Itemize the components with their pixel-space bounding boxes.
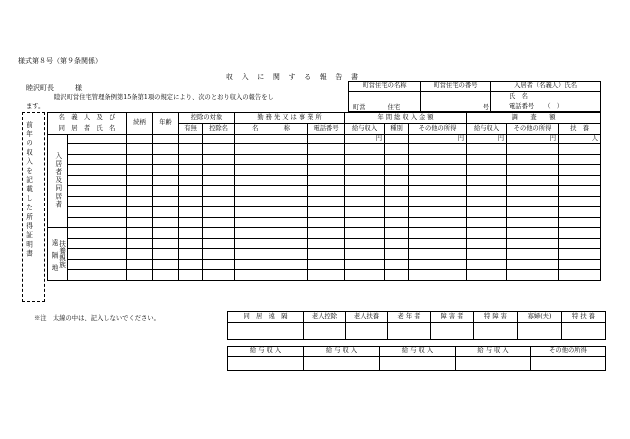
data-cell[interactable] (308, 228, 345, 239)
data-cell (467, 175, 507, 186)
data-cell[interactable] (179, 249, 203, 260)
data-cell (345, 154, 385, 165)
preamble-line-2: ます。 (26, 103, 45, 110)
data-cell[interactable] (68, 270, 127, 281)
office2-cell (228, 357, 304, 371)
table-row (48, 238, 601, 249)
data-cell (559, 217, 601, 228)
office1-col-6: 寡婦(夫) (518, 312, 562, 323)
house-text: 住宅 (387, 103, 401, 111)
col-relation-header: 続柄 (127, 113, 153, 135)
data-cell (345, 165, 385, 176)
table-row (48, 196, 601, 207)
data-cell[interactable] (308, 154, 345, 165)
housing-number-cell[interactable] (421, 92, 491, 112)
col-other-income: その他の所得 (409, 124, 467, 135)
data-cell[interactable] (179, 175, 203, 186)
data-cell[interactable] (153, 207, 179, 218)
data-cell[interactable] (68, 238, 127, 249)
data-cell (559, 154, 601, 165)
col-age-header: 年齢 (153, 113, 179, 135)
data-cell (409, 154, 467, 165)
table-row (48, 270, 601, 281)
data-cell (559, 207, 601, 218)
table-row (48, 259, 601, 270)
data-cell[interactable] (68, 259, 127, 270)
office2-col-1: 給 与 収 入 (304, 347, 380, 357)
other-unit: 円 (409, 135, 467, 144)
table-row (48, 249, 601, 260)
data-cell (345, 228, 385, 239)
housing-number-label: 町営住宅の番号 (421, 82, 491, 92)
col-deduction-header: 控除の対象 (179, 113, 235, 124)
data-cell[interactable] (127, 186, 153, 197)
office2-cell (531, 357, 606, 371)
col-survey-header: 調 査 額 (467, 113, 601, 124)
data-cell (507, 175, 559, 186)
data-cell[interactable] (203, 165, 235, 176)
office1-col-2: 老人扶養 (346, 312, 388, 323)
preamble-line-1: 睦沢町営住宅管理条例第15条第1項の規定により、次のとおり収入の報告をし (54, 94, 274, 101)
data-cell (467, 249, 507, 260)
data-cell (467, 217, 507, 228)
data-cell (467, 186, 507, 197)
office-use-table-2 (227, 346, 606, 371)
data-cell (385, 228, 409, 239)
office2-col-3: 給 与 収 入 (456, 347, 531, 357)
table-row (48, 186, 601, 197)
data-cell (507, 207, 559, 218)
data-cell[interactable] (235, 175, 308, 186)
data-cell[interactable] (153, 144, 179, 155)
data-cell[interactable] (68, 165, 127, 176)
data-cell[interactable] (179, 196, 203, 207)
deduction-cell[interactable] (179, 135, 203, 144)
col-survey-salary: 給与収入 (467, 124, 507, 135)
phone-label: 電話番号 (509, 102, 535, 110)
phone-parens: （ ） (544, 102, 564, 110)
data-cell[interactable] (179, 144, 203, 155)
table-row (48, 175, 601, 186)
relation-cell[interactable] (127, 135, 153, 144)
data-cell[interactable] (179, 228, 203, 239)
data-cell (409, 196, 467, 207)
group-remote-cell (48, 228, 68, 281)
data-cell[interactable] (179, 186, 203, 197)
data-cell (409, 270, 467, 281)
data-cell (507, 259, 559, 270)
data-cell (409, 228, 467, 239)
data-cell[interactable] (308, 196, 345, 207)
data-cell[interactable] (127, 196, 153, 207)
data-cell[interactable] (68, 207, 127, 218)
data-cell (385, 196, 409, 207)
data-cell[interactable] (308, 217, 345, 228)
data-cell[interactable] (308, 207, 345, 218)
data-cell[interactable] (127, 217, 153, 228)
town-housing-text: 町営 (353, 103, 366, 111)
col-salary-income: 給与収入 (345, 124, 385, 135)
data-cell (559, 165, 601, 176)
data-cell[interactable] (203, 259, 235, 270)
data-cell[interactable] (127, 249, 153, 260)
data-cell (385, 249, 409, 260)
data-cell (385, 144, 409, 155)
table-row (48, 154, 601, 165)
data-cell[interactable] (235, 207, 308, 218)
data-cell (467, 259, 507, 270)
salary-unit: 円 (345, 135, 385, 144)
data-cell[interactable] (235, 228, 308, 239)
phone-cell[interactable] (308, 135, 345, 144)
data-cell (507, 249, 559, 260)
deduction-name-cell[interactable] (203, 135, 235, 144)
data-cell[interactable] (203, 144, 235, 155)
data-cell (385, 175, 409, 186)
office1-col-4: 障 害 者 (431, 312, 474, 323)
data-cell (559, 238, 601, 249)
data-cell (385, 207, 409, 218)
data-cell (385, 270, 409, 281)
data-cell[interactable] (179, 207, 203, 218)
data-cell (559, 144, 601, 155)
office1-cell (562, 323, 606, 340)
data-cell[interactable] (68, 154, 127, 165)
data-cell[interactable] (308, 175, 345, 186)
group-remote-label-a: 遠隔地 (50, 238, 58, 277)
data-cell (409, 249, 467, 260)
data-cell (345, 196, 385, 207)
data-cell[interactable] (68, 249, 127, 260)
data-cell (385, 217, 409, 228)
data-cell[interactable] (153, 165, 179, 176)
data-cell (507, 270, 559, 281)
data-cell (345, 259, 385, 270)
data-cell[interactable] (127, 259, 153, 270)
data-cell (559, 228, 601, 239)
data-cell (559, 196, 601, 207)
office1-cell (346, 323, 388, 340)
data-cell (385, 238, 409, 249)
housing-info-table (348, 81, 601, 112)
data-cell[interactable] (308, 238, 345, 249)
data-cell[interactable] (127, 270, 153, 281)
col-income-header: 年 間 総 収 入 金 額 (345, 113, 467, 124)
data-cell[interactable] (153, 217, 179, 228)
data-cell (409, 207, 467, 218)
data-cell (559, 249, 601, 260)
office2-col-0: 給 与 収 入 (228, 347, 304, 357)
data-cell (409, 259, 467, 270)
data-cell[interactable] (203, 186, 235, 197)
data-cell[interactable] (127, 175, 153, 186)
data-cell[interactable] (235, 196, 308, 207)
data-cell[interactable] (203, 270, 235, 281)
col-survey-other: その他の所得 (507, 124, 559, 135)
data-cell (385, 186, 409, 197)
office2-col-4: その他の所得 (531, 347, 606, 357)
data-cell (467, 270, 507, 281)
office1-cell (228, 323, 304, 340)
data-cell (507, 217, 559, 228)
office2-cell (380, 357, 456, 371)
col-workplace-phone: 電話番号 (308, 124, 345, 135)
data-cell (345, 175, 385, 186)
table-row (48, 207, 601, 218)
office1-cell (304, 323, 346, 340)
group-cohabitants-label: 入居者及同居者 (53, 151, 62, 209)
office2-col-2: 給 与 収 入 (380, 347, 456, 357)
data-cell (409, 217, 467, 228)
survey-salary-unit: 円 (467, 135, 507, 144)
name-cell[interactable] (68, 135, 127, 144)
data-cell[interactable] (235, 165, 308, 176)
col-name-header-1: 名 義 人 及 び (48, 113, 127, 124)
office2-cell (456, 357, 531, 371)
data-cell (345, 249, 385, 260)
data-cell[interactable] (153, 175, 179, 186)
data-cell (345, 238, 385, 249)
data-cell (467, 196, 507, 207)
data-cell (345, 270, 385, 281)
data-cell[interactable] (179, 217, 203, 228)
data-cell[interactable] (203, 207, 235, 218)
data-cell[interactable] (68, 196, 127, 207)
data-cell[interactable] (235, 217, 308, 228)
survey-other-unit: 円 (507, 135, 559, 144)
data-cell[interactable] (235, 259, 308, 270)
data-cell[interactable] (153, 238, 179, 249)
office1-cell (474, 323, 518, 340)
data-cell[interactable] (153, 249, 179, 260)
data-cell[interactable] (203, 249, 235, 260)
office2-cell (304, 357, 380, 371)
data-cell[interactable] (68, 144, 127, 155)
data-cell[interactable] (235, 238, 308, 249)
data-cell[interactable] (68, 175, 127, 186)
data-cell (507, 144, 559, 155)
dependents-unit: 人 (559, 135, 601, 144)
data-cell (345, 144, 385, 155)
name-label: 氏 名 (509, 93, 528, 101)
data-cell (409, 175, 467, 186)
data-cell (507, 186, 559, 197)
table-row (48, 217, 601, 228)
data-cell[interactable] (127, 154, 153, 165)
data-cell[interactable] (308, 186, 345, 197)
data-cell[interactable] (153, 228, 179, 239)
note-text: ※注 太線の中は、記入しないでください。 (34, 315, 160, 322)
office1-col-3: 老 年 者 (388, 312, 431, 323)
data-cell (559, 270, 601, 281)
data-cell[interactable] (68, 217, 127, 228)
data-cell[interactable] (203, 217, 235, 228)
data-cell[interactable] (203, 238, 235, 249)
data-cell[interactable] (235, 186, 308, 197)
data-cell (385, 259, 409, 270)
resident-name-cell[interactable] (491, 92, 601, 112)
data-cell (345, 217, 385, 228)
data-cell (507, 228, 559, 239)
data-cell[interactable] (203, 154, 235, 165)
data-cell (345, 207, 385, 218)
data-cell[interactable] (179, 259, 203, 270)
office1-col-1: 老人控除 (304, 312, 346, 323)
data-cell (467, 154, 507, 165)
workplace-cell[interactable] (235, 135, 308, 144)
form-title: 収 入 に 関 す る 報 告 書 (226, 73, 362, 81)
data-cell[interactable] (235, 270, 308, 281)
data-cell[interactable] (68, 228, 127, 239)
table-row (48, 228, 601, 239)
office1-cell (431, 323, 474, 340)
data-cell (345, 186, 385, 197)
housing-name-label: 町営住宅の名称 (349, 82, 421, 92)
data-cell[interactable] (127, 144, 153, 155)
data-cell[interactable] (203, 228, 235, 239)
data-cell (409, 144, 467, 155)
data-cell (559, 259, 601, 270)
data-cell[interactable] (308, 270, 345, 281)
income-table (47, 112, 601, 281)
col-income-type: 種別 (385, 124, 409, 135)
addressee: 睦沢町長 様 (26, 84, 82, 92)
data-cell[interactable] (308, 165, 345, 176)
number-unit-text: 号 (482, 103, 489, 111)
data-cell (507, 196, 559, 207)
col-workplace-name: 名 称 (235, 124, 308, 135)
data-cell[interactable] (127, 165, 153, 176)
data-cell[interactable] (179, 165, 203, 176)
data-cell (467, 238, 507, 249)
col-dependents: 扶 養 (559, 124, 601, 135)
form-number: 様式第８号（第９条関係） (18, 57, 102, 65)
data-cell (559, 175, 601, 186)
data-cell[interactable] (153, 154, 179, 165)
data-cell[interactable] (127, 207, 153, 218)
group-cohabitants-cell (48, 135, 68, 228)
data-cell[interactable] (308, 144, 345, 155)
group-remote-label-b: 扶養親族 (57, 239, 66, 268)
office1-col-0: 同 居 遠 隔 (228, 312, 304, 323)
data-cell[interactable] (153, 270, 179, 281)
col-deduction-yesno: 有無 (179, 124, 203, 135)
office1-cell (388, 323, 431, 340)
data-cell (559, 186, 601, 197)
office1-col-7: 特 扶 養 (562, 312, 606, 323)
data-cell (409, 165, 467, 176)
data-cell[interactable] (203, 196, 235, 207)
data-cell (409, 186, 467, 197)
data-cell[interactable] (179, 238, 203, 249)
data-cell[interactable] (153, 186, 179, 197)
office-use-table-1 (227, 311, 606, 340)
data-cell[interactable] (235, 144, 308, 155)
data-cell (409, 238, 467, 249)
table-row (48, 144, 601, 155)
data-cell[interactable] (68, 186, 127, 197)
data-cell[interactable] (153, 259, 179, 270)
data-cell[interactable] (308, 249, 345, 260)
data-cell[interactable] (127, 238, 153, 249)
housing-name-cell[interactable] (349, 92, 421, 112)
data-cell[interactable] (235, 154, 308, 165)
data-cell[interactable] (179, 154, 203, 165)
data-cell (467, 144, 507, 155)
col-deduction-name: 控除名 (203, 124, 235, 135)
type-cell (385, 135, 409, 144)
data-cell (467, 165, 507, 176)
age-cell[interactable] (153, 135, 179, 144)
data-cell (507, 238, 559, 249)
data-cell (467, 207, 507, 218)
data-cell[interactable] (203, 175, 235, 186)
data-cell (507, 165, 559, 176)
data-cell[interactable] (179, 270, 203, 281)
data-cell[interactable] (235, 249, 308, 260)
office1-cell (518, 323, 562, 340)
col-workplace-header: 勤 務 先 又 は 事 業 所 (235, 113, 345, 124)
col-name-header-2: 同 居 者 氏 名 (48, 124, 127, 135)
data-cell (385, 154, 409, 165)
data-cell (467, 228, 507, 239)
data-cell (507, 154, 559, 165)
data-cell[interactable] (127, 228, 153, 239)
table-row (48, 165, 601, 176)
table-row (48, 135, 601, 144)
income-certificate-text: 前年の収入を記載した所得証明書 (24, 121, 33, 259)
resident-name-label: 入居者（名義人）氏名 (491, 82, 601, 92)
data-cell[interactable] (308, 259, 345, 270)
data-cell[interactable] (153, 196, 179, 207)
office1-col-5: 特 障 害 (474, 312, 518, 323)
data-cell (385, 165, 409, 176)
